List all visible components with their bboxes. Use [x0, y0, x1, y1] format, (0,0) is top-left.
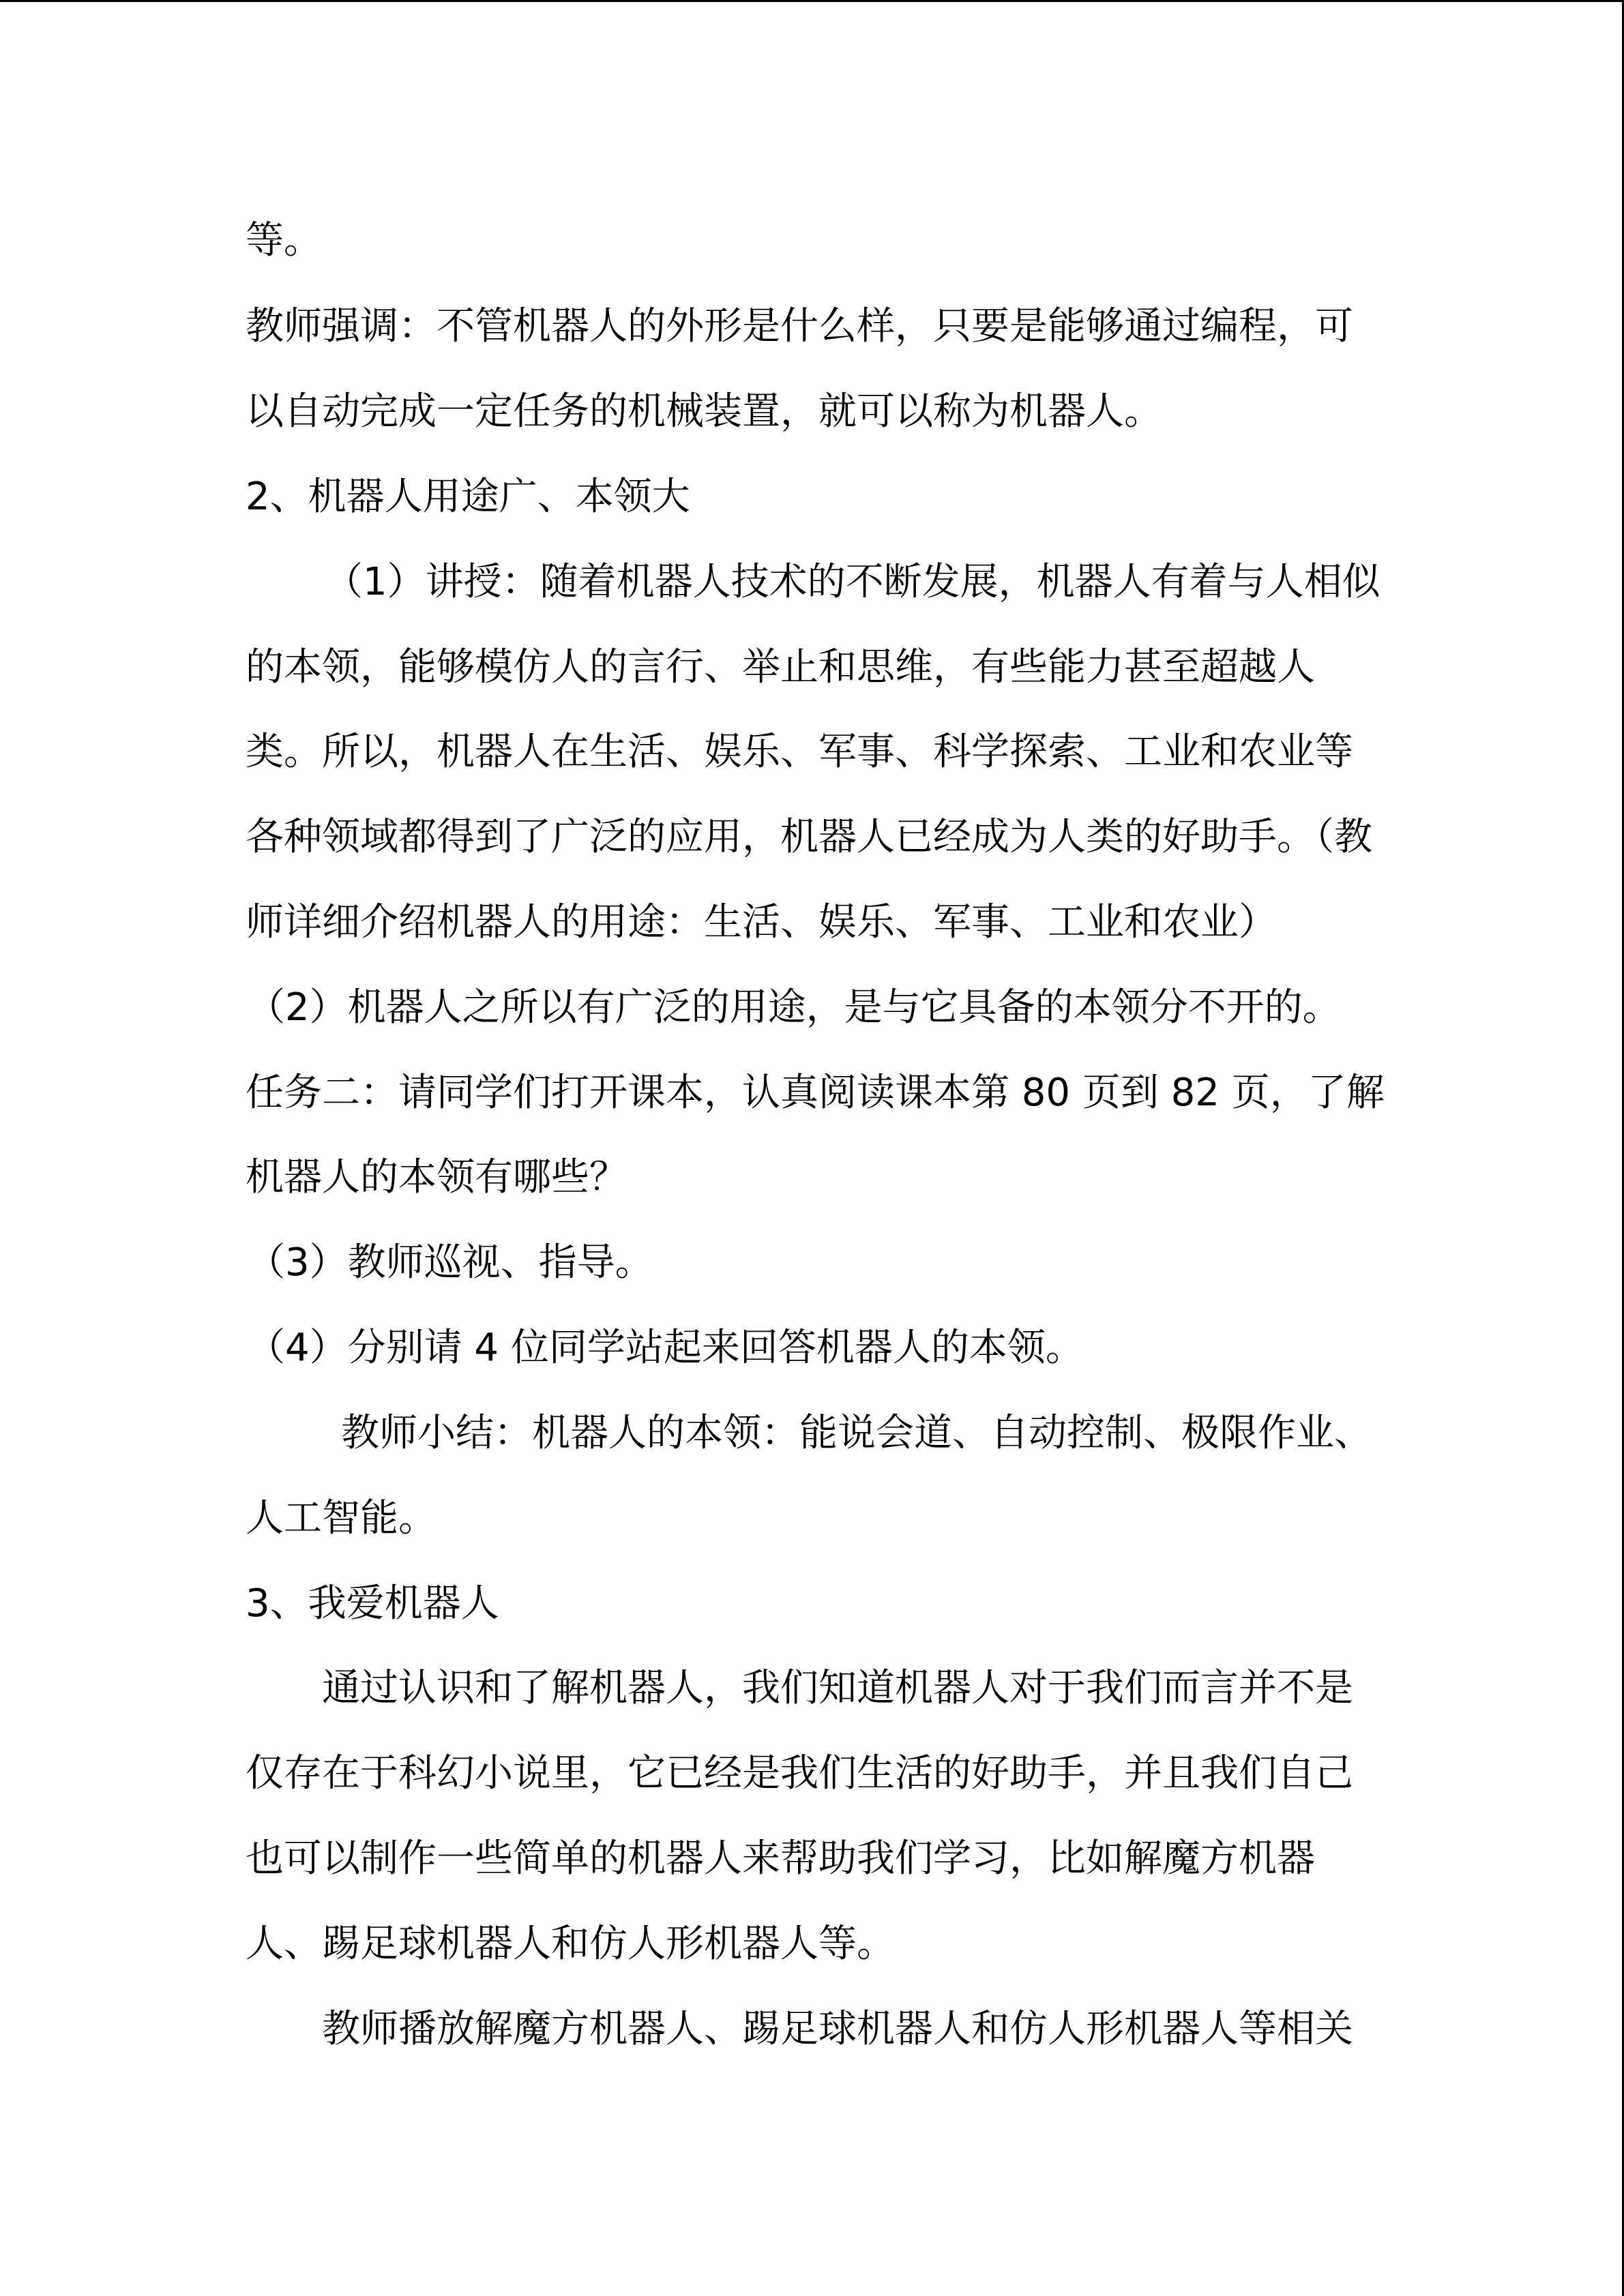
- text-line: 机器人的本领有哪些？: [246, 1155, 628, 1199]
- text-line: （4）分别请 4 位同学站起来回答机器人的本领。: [247, 1326, 1084, 1370]
- text-line: 人、踢足球机器人和仿人形机器人等。: [246, 1922, 895, 1966]
- text-line: 的本领，能够模仿人的言行、举止和思维，有些能力甚至超越人: [246, 645, 1315, 689]
- text-line: 以自动完成一定任务的机械装置，就可以称为机器人。: [246, 389, 1162, 434]
- text-line: 仅存在于科幻小说里，它已经是我们生活的好助手，并且我们自己: [246, 1751, 1353, 1795]
- text-line: （3）教师巡视、指导。: [247, 1240, 653, 1285]
- text-line: 教师播放解魔方机器人、踢足球机器人和仿人形机器人等相关: [322, 2007, 1353, 2051]
- text-line: （2）机器人之所以有广泛的用途，是与它具备的本领分不开的。: [247, 985, 1341, 1030]
- text-line: 类。所以，机器人在生活、娱乐、军事、科学探索、工业和农业等: [246, 730, 1353, 774]
- text-line: 也可以制作一些简单的机器人来帮助我们学习，比如解魔方机器: [246, 1836, 1315, 1881]
- section-heading: 2、机器人用途广、本领大: [246, 475, 690, 519]
- text-line: 任务二：请同学们打开课本，认真阅读课本第 80 页到 82 页，了解: [246, 1071, 1385, 1115]
- text-line: 教师小结：机器人的本领：能说会道、自动控制、极限作业、: [341, 1411, 1372, 1455]
- text-line: 教师强调：不管机器人的外形是什么样，只要是能够通过编程，可: [246, 304, 1353, 348]
- text-line: 通过认识和了解机器人，我们知道机器人对于我们而言并不是: [322, 1666, 1353, 1710]
- text-line: 等。: [246, 218, 322, 263]
- section-heading: 3、我爱机器人: [246, 1581, 499, 1626]
- text-line: 师详细介绍机器人的用途：生活、娱乐、军事、工业和农业）: [246, 900, 1277, 944]
- text-line: 人工智能。: [246, 1496, 437, 1540]
- text-line: 各种领域都得到了广泛的应用，机器人已经成为人类的好助手。（教: [246, 815, 1372, 859]
- text-line: （1）讲授：随着机器人技术的不断发展，机器人有着与人相似: [325, 560, 1381, 604]
